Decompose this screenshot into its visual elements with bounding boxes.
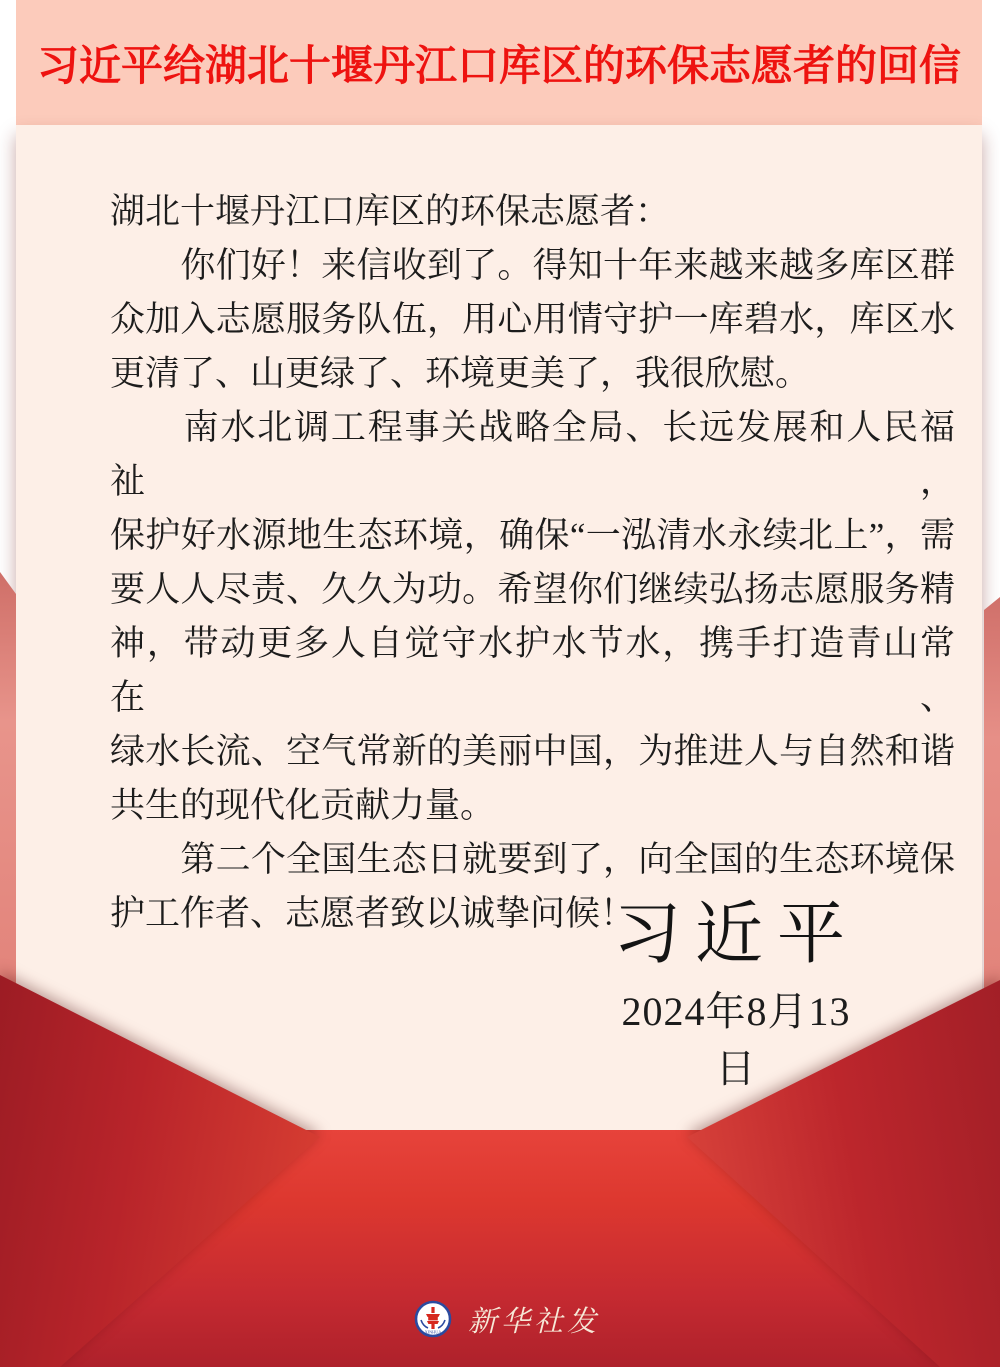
envelope-flap-right (670, 975, 1000, 1367)
letter-line: 南水北调工程事关战略全局、长远发展和人民福祉， (110, 408, 955, 501)
signature: 习近平 (612, 896, 859, 972)
envelope-fold-strip-right (984, 597, 1000, 1000)
letter-line: 绿水长流、空气常新的美丽中国，为推进人与自然和谐 (110, 732, 955, 771)
letter-body (110, 185, 955, 941)
credit-text: 新华社发 (468, 1305, 601, 1338)
envelope-flap-right-shape (670, 975, 1000, 1367)
envelope-fold-strip-left (0, 572, 16, 1000)
letter-line: 保护好水源地生态环境，确保“一泓清水永续北上”，需 (110, 516, 955, 555)
page-title: 习近平给湖北十堰丹江口库区的环保志愿者的回信 (36, 43, 961, 90)
envelope-flap-left (0, 970, 330, 1367)
letter-line: 共生的现代化贡献力量。 (110, 786, 496, 825)
letter-date: 2024年8月13日 (621, 989, 851, 1091)
letter-line: 护工作者、志愿者致以诚挚问候！ (110, 894, 636, 933)
footer-credit (414, 1298, 600, 1340)
letter-line: 湖北十堰丹江口库区的环保志愿者： (110, 192, 671, 231)
letter-line: 你们好！来信收到了。得知十年来越来越多库区群 (110, 246, 955, 285)
letter-line: 更清了、山更绿了、环境更美了，我很欣慰。 (110, 354, 811, 393)
letter-line: 神，带动更多人自觉守水护水节水，携手打造青山常在、 (110, 624, 955, 717)
header-band (16, 0, 982, 125)
envelope-flap-left-shape (0, 970, 330, 1367)
letter-line: 要人人尽责、久久为功。希望你们继续弘扬志愿服务精 (110, 570, 955, 609)
xinhua-logo-icon (414, 1300, 452, 1338)
letter-line: 众加入志愿服务队伍，用心用情守护一库碧水，库区水 (110, 300, 955, 339)
letter-line: 第二个全国生态日就要到了，向全国的生态环境保 (110, 840, 955, 879)
svg-text:XINHUA: XINHUA (424, 1329, 442, 1335)
